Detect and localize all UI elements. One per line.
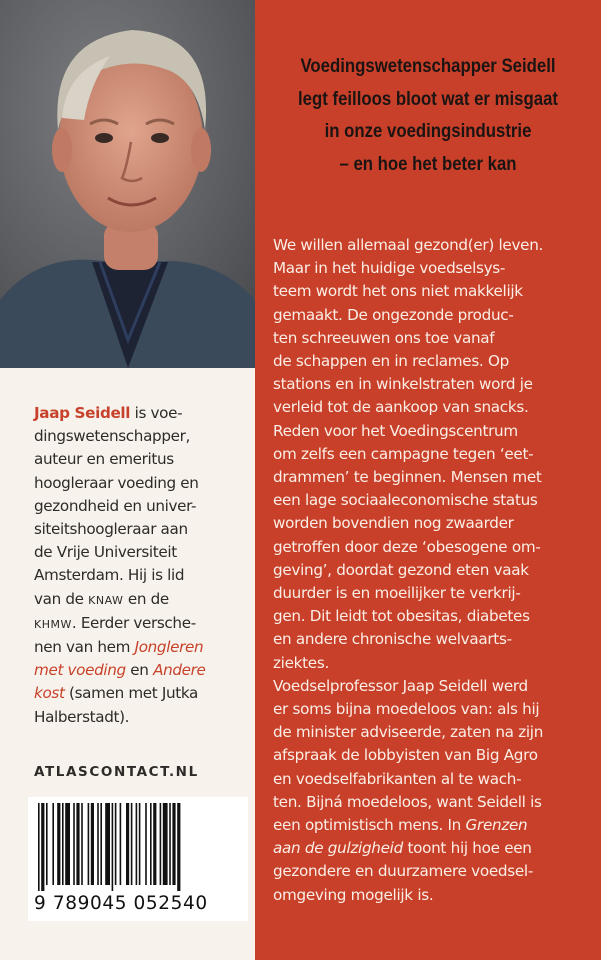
isbn-number: 9 789045 052540	[34, 893, 208, 914]
barcode-bar	[163, 803, 168, 885]
barcode-bar	[62, 803, 64, 885]
barcode-bar	[105, 803, 110, 885]
blurb-line: er soms bijna moedeloos van: als hij	[273, 700, 540, 719]
blurb-text: toont hij hoe een	[402, 839, 532, 858]
barcode-bar	[126, 803, 129, 885]
book-title: aan de gulzigheid	[273, 839, 403, 858]
tagline-line: legt feilloos bloot wat er misgaat	[298, 87, 558, 110]
author-bio	[34, 402, 246, 729]
blurb-line: afspraak de lobbyisten van Big Agro	[273, 746, 538, 765]
bio-text: is voe-	[130, 404, 183, 422]
barcode-bar	[145, 803, 147, 885]
blurb-line: Maar in het huidige voedselsys-	[273, 259, 506, 278]
book-title: kost	[34, 684, 65, 703]
bio-text: en	[125, 661, 154, 680]
blurb-line: ten schreeuwen ons toe vanaf	[273, 328, 495, 347]
barcode-bar	[131, 803, 133, 885]
barcode-bar	[97, 803, 99, 885]
bio-text: nen van hem	[34, 638, 135, 657]
bio-text: en de	[123, 589, 169, 608]
blurb-line: gezondere en duurzamere voedsel-	[273, 862, 533, 881]
blurb-line: stations en in winkelstraten word je	[273, 375, 533, 394]
barcode-bar	[120, 803, 122, 885]
barcode	[28, 797, 248, 921]
barcode-bar	[139, 803, 141, 885]
barcode-bar	[46, 803, 48, 885]
blurb-line: om zelfs een campagne tegen ‘eet-	[273, 444, 534, 463]
publisher-website: ATLASCONTACT.NL	[34, 764, 199, 780]
barcode-bar	[150, 803, 152, 885]
blurb-line: worden bovendien nog zwaarder	[273, 514, 514, 533]
blurb-line: teem wordt het ons niet makkelijk	[273, 282, 523, 301]
bio-line: Halberstadt).	[34, 707, 130, 726]
bio-line: hoogleraar voeding en	[34, 473, 199, 492]
blurb-line: omgeving mogelijk is.	[273, 885, 434, 904]
blurb-line: een lage sociaaleconomische status	[273, 491, 538, 510]
bio-line	[34, 682, 246, 705]
book-title: Andere	[153, 661, 206, 680]
blurb-line: gemaakt. De ongezonde produc-	[273, 305, 514, 324]
blurb-line: verleid tot de aankoop van snacks.	[273, 398, 529, 417]
barcode-bar	[88, 803, 90, 885]
blurb-line: Reden voor het Voedingscentrum	[273, 421, 518, 440]
blurb-line: de schappen en in reclames. Op	[273, 352, 509, 371]
bio-text: . Eerder versche-	[71, 613, 196, 632]
bio-line: de Vrije Universiteit	[34, 543, 177, 562]
bio-line: dingswetenschapper,	[34, 427, 190, 446]
blurb-text: een optimistisch mens. In	[273, 816, 466, 835]
blurb-line: ten. Bijná moedeloos, want Seidell is	[273, 792, 542, 811]
barcode-bar	[177, 803, 180, 891]
right-column	[255, 0, 601, 960]
barcode-bar	[81, 803, 83, 885]
blurb-line: Voedselprofessor Jaap Seidell werd	[273, 676, 528, 695]
blurb-text	[273, 234, 593, 907]
bio-line: Amsterdam. Hij is lid	[34, 566, 185, 585]
barcode-bar	[100, 803, 102, 885]
book-title: Grenzen	[465, 816, 528, 835]
barcode-bar	[115, 803, 117, 885]
barcode-bar	[38, 803, 40, 891]
bio-abbreviation: KNAW	[88, 593, 124, 607]
tagline-line: in onze voedingsindustrie	[324, 120, 532, 143]
blurb-line: de minister adviseerde, zaten na zijn	[273, 723, 544, 742]
bio-line: siteitshoogleraar aan	[34, 520, 188, 539]
bio-text: (samen met Jutka	[64, 684, 198, 703]
bio-line	[34, 659, 246, 682]
bio-text: van de	[34, 589, 89, 608]
barcode-bar	[91, 803, 94, 885]
barcode-bar	[57, 803, 60, 885]
bio-line	[34, 612, 246, 636]
tagline-line: Voedingswetenschapper Seidell	[300, 55, 556, 77]
blurb-line	[273, 837, 593, 860]
tagline	[288, 50, 568, 180]
author-photo	[0, 0, 255, 368]
blurb-line: We willen allemaal gezond(er) leven.	[273, 236, 544, 254]
bio-line	[34, 636, 246, 659]
barcode-bar	[65, 803, 70, 885]
blurb-line: en voedselfabrikanten al te wach-	[273, 769, 522, 788]
barcode-bar	[169, 803, 171, 885]
author-portrait-illustration	[0, 0, 255, 368]
bio-line	[34, 588, 246, 612]
barcode-bar	[73, 803, 75, 885]
barcode-bar	[136, 803, 138, 885]
barcode-bar	[52, 803, 54, 885]
blurb-line: geving’, doordat gezond eten vaak	[273, 560, 529, 579]
book-title: Jongleren	[134, 638, 204, 657]
blurb-line: drammen’ te beginnen. Mensen met	[273, 468, 542, 487]
author-name: Jaap Seidell	[34, 404, 131, 422]
blurb-line: en andere chronische welvaarts-	[273, 630, 512, 649]
barcode-bar	[160, 803, 162, 885]
bio-line: auteur en emeritus	[34, 450, 174, 469]
tagline-line: – en hoe het beter kan	[339, 152, 517, 175]
bio-line	[34, 402, 246, 425]
blurb-line: duurder is en moeilijker te verkrij-	[273, 584, 521, 603]
blurb-line: ziektes.	[273, 653, 329, 672]
book-title: met voeding	[34, 661, 126, 680]
bio-line: gezondheid en univer-	[34, 496, 197, 515]
barcode-bar	[153, 803, 156, 885]
blurb-line: gen. Dit leidt tot obesitas, diabetes	[273, 607, 530, 626]
blurb-line	[273, 814, 593, 837]
barcode-bar	[112, 803, 114, 891]
bio-abbreviation: KHMW	[34, 617, 72, 631]
blurb-line: getroffen door deze ‘obesogene om-	[273, 537, 541, 556]
left-column	[0, 0, 255, 960]
barcode-bar	[41, 803, 44, 891]
barcode-bars	[36, 803, 240, 891]
barcode-bar	[172, 803, 175, 885]
barcode-bar	[76, 803, 79, 885]
